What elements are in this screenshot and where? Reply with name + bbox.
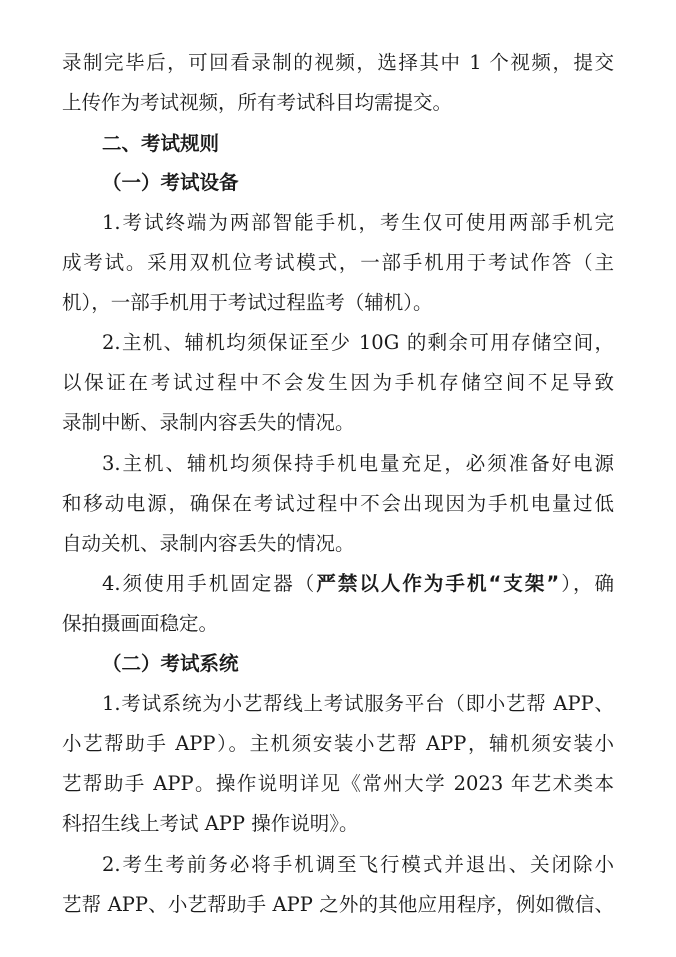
paragraph-line: 自动关机、录制内容丢失的情况。	[62, 532, 355, 555]
paragraph-line	[102, 564, 614, 604]
paragraph-line: 2.考生考前务必将手机调至飞行模式并退出、关闭除小	[102, 853, 614, 876]
subsection-heading-exam-equipment: （一）考试设备	[102, 171, 239, 194]
paragraph-text: ），确	[559, 572, 614, 595]
paragraph-line: 录制完毕后，可回看录制的视频，选择其中 1 个视频，提交	[62, 51, 614, 74]
paragraph-line: 以保证在考试过程中不会发生因为手机存储空间不足导致	[62, 371, 614, 394]
paragraph-line: 2.主机、辅机均须保证至少 10G 的剩余可用存储空间，	[102, 331, 614, 354]
paragraph-line: 录制中断、录制内容丢失的情况。	[62, 411, 355, 434]
paragraph-line: 艺帮助手 APP。操作说明详见《常州大学 2023 年艺术类本	[62, 772, 614, 795]
paragraph-line: 机），一部手机用于考试过程监考（辅机）。	[62, 291, 433, 314]
paragraph-line: 1.考试系统为小艺帮线上考试服务平台（即小艺帮 APP、	[102, 692, 614, 715]
bold-warning-text: 严禁以人作为手机“支架”	[316, 572, 560, 595]
paragraph-text: 4.须使用手机固定器（	[102, 572, 317, 595]
paragraph-line: 保拍摄画面稳定。	[62, 612, 219, 635]
paragraph-line: 艺帮 APP、小艺帮助手 APP 之外的其他应用程序，例如微信、	[62, 893, 614, 916]
paragraph-line: 和移动电源，确保在考试过程中不会出现因为手机电量过低	[62, 492, 614, 515]
paragraph-line: 3.主机、辅机均须保持手机电量充足，必须准备好电源	[102, 452, 614, 475]
paragraph-line: 上传作为考试视频，所有考试科目均需提交。	[62, 91, 453, 114]
paragraph-line: 1.考试终端为两部智能手机，考生仅可使用两部手机完	[102, 211, 614, 234]
subsection-heading-exam-system: （二）考试系统	[102, 652, 239, 675]
paragraph-line: 小艺帮助手 APP）。主机须安装小艺帮 APP，辅机须安装小	[62, 732, 614, 755]
paragraph-line: 科招生线上考试 APP 操作说明》。	[62, 812, 359, 835]
section-heading-exam-rules: 二、考试规则	[102, 132, 220, 155]
paragraph-line: 成考试。采用双机位考试模式，一部手机用于考试作答（主	[62, 251, 614, 274]
